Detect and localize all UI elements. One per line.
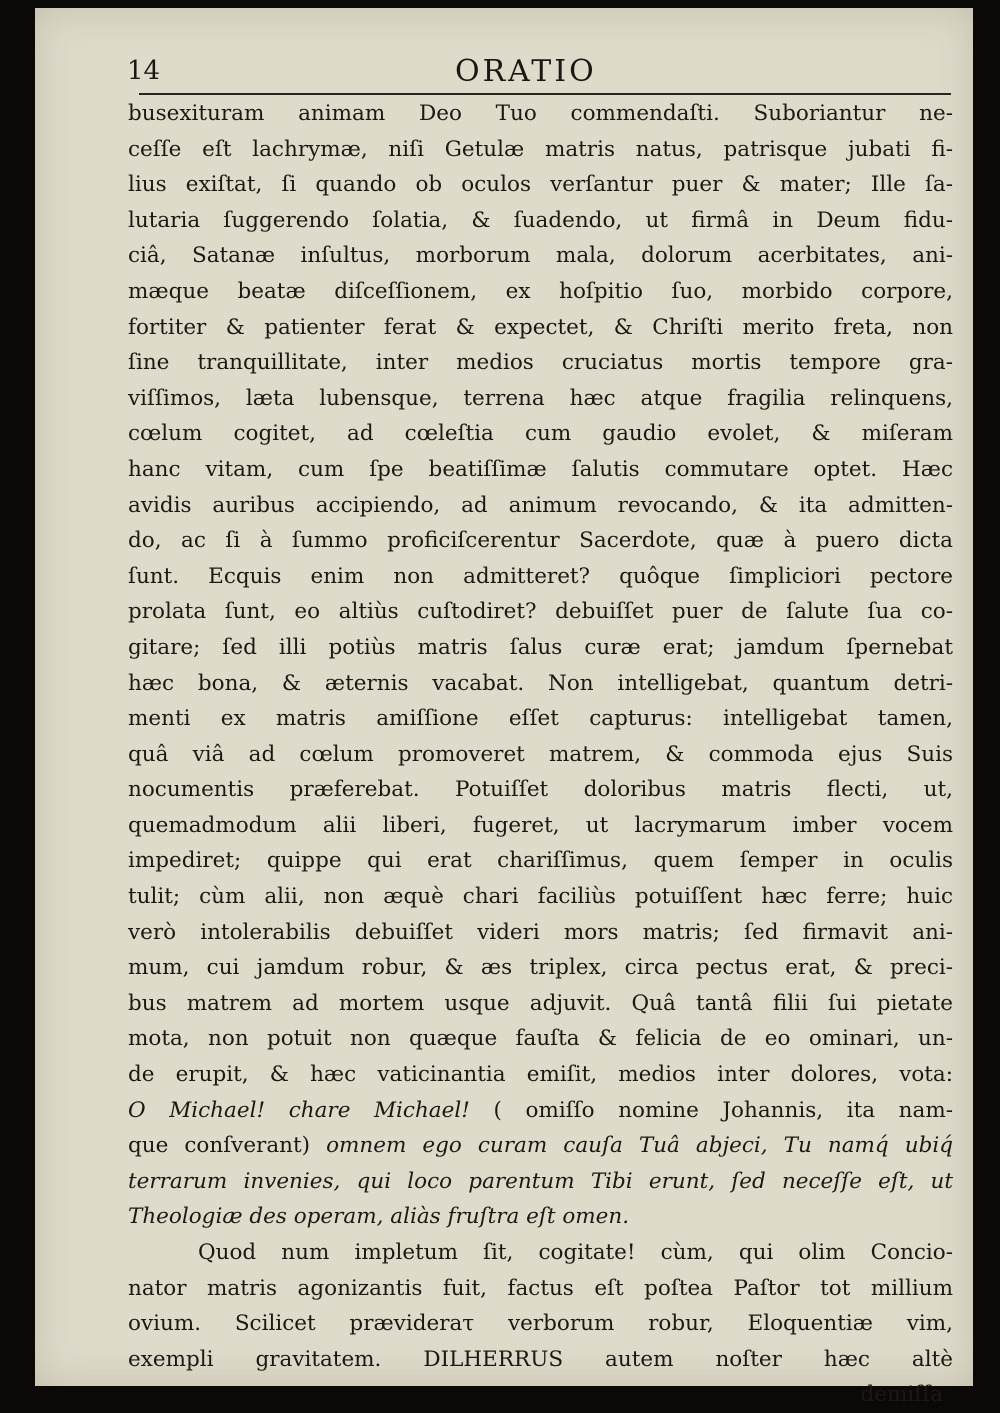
text-line: prolata ſunt, eo altiùs cuſtodiret? debuiſſet puer de ſalute ſua co-	[128, 599, 953, 625]
text-line: de erupit, & hæc vaticinantia emiſit, medios inter dolores, vota:	[128, 1062, 953, 1088]
italic-line: terrarum invenies, qui loco parentum Tibi erunt, ſed neceſſe eſt, ut	[128, 1168, 953, 1194]
text-line: lutaria ſuggerendo ſolatia, & ſuadendo, ut firmâ in Deum fidu-	[128, 207, 953, 233]
text-line-mixed	[128, 1093, 953, 1129]
text-line: mota, non potuit non quæque fauſta & felicia de eo ominari, un-	[128, 1026, 953, 1052]
text-line: hanc vitam, cum ſpe beatiſſimæ ſalutis commutare optet. Hæc	[128, 456, 953, 482]
italic-quotation: omnem ego curam cauſa Tuâ abjeci, Tu namq́ ubiq́	[326, 1133, 953, 1159]
italic-exclamation: O Michael! chare Michael!	[128, 1097, 470, 1123]
catchword: demiſſa	[860, 1382, 943, 1408]
text-line: lius exiſtat, ſi quando ob oculos verſantur puer & mater; Ille ſa-	[128, 172, 953, 198]
running-head: ORATIO	[455, 54, 597, 89]
text-line: ſunt. Ecquis enim non admitteret? quôque ſimpliciori pectore	[128, 563, 953, 589]
text-line: mæque beatæ diſceſſionem, ex hoſpitio ſuo, morbido corpore,	[128, 278, 953, 304]
text-line: fortiter & patienter ferat & expectet, & Chriſti merito freta, non	[128, 314, 953, 340]
italic-line: Theologiæ des operam, aliàs fruſtra eſt omen.	[128, 1204, 630, 1230]
scan-border	[973, 0, 1000, 1393]
text-line: busexituram animam Deo Tuo commendaſti. Suboriantur ne-	[128, 101, 953, 126]
text-line: gitare; ſed illi potiùs matris ſalus curæ erat; jamdum ſpernebat	[128, 634, 953, 660]
text-line: nocumentis præferebat. Potuiſſet doloribus matris flecti, ut,	[128, 777, 953, 803]
roman-text: que conſverant)	[128, 1133, 327, 1159]
text-line: bus matrem ad mortem usque adjuvit. Quâ tantâ filii ſui pietate	[128, 990, 953, 1016]
page-number: 14	[127, 56, 161, 86]
book-page	[35, 8, 973, 1408]
header-rule	[139, 93, 951, 95]
text-line: exempli gravitatem. DILHERRUS autem noſter hæc altè	[128, 1346, 953, 1372]
text-line: impediret; quippe qui erat chariſſimus, quem ſemper in oculis	[128, 848, 953, 874]
text-line: verò intolerabilis debuiſſet videri mors matris; ſed firmavit ani-	[128, 919, 953, 945]
roman-text: ( omiſſo nomine Johannis, ita nam-	[469, 1097, 953, 1123]
text-line-mixed	[128, 1128, 953, 1164]
text-line: avidis auribus accipiendo, ad animum revocando, & ita admitten-	[128, 492, 953, 518]
text-line: viſſimos, læta lubensque, terrena hæc atque fragilia relinquens,	[128, 385, 953, 411]
text-line: ovium. Scilicet prævideraτ verborum robur, Eloquentiæ vim,	[128, 1311, 953, 1337]
paragraph-first-line: Quod num impletum ſit, cogitate! cùm, qui olim Concio-	[198, 1240, 953, 1265]
text-line: ſine tranquillitate, inter medios cruciatus mortis tempore gra-	[128, 350, 953, 376]
text-line: cœlum cogitet, ad cœleſtia cum gaudio evolet, & miſeram	[128, 421, 953, 447]
body-text	[128, 96, 953, 1413]
text-line: nator matris agonizantis fuit, factus eſt poſtea Paſtor tot millium	[128, 1275, 953, 1301]
text-line: do, ac ſi à ſummo proficiſcerentur Sacerdote, quæ à puero dicta	[128, 528, 953, 554]
text-line: hæc bona, & æternis vacabat. Non intelligebat, quantum detri-	[128, 670, 953, 696]
text-line: quemadmodum alii liberi, fugeret, ut lacrymarum imber vocem	[128, 812, 953, 838]
text-line: mum, cui jamdum robur, & æs triplex, circa pectus erat, & preci-	[128, 955, 953, 981]
text-line: ceſſe eſt lachrymæ, niſi Getulæ matris natus, patrisque jubati fi-	[128, 136, 953, 162]
text-line: quâ viâ ad cœlum promoveret matrem, & commoda ejus Suis	[128, 741, 953, 767]
text-line: menti ex matris amiſſione eſſet capturus: intelligebat tamen,	[128, 706, 953, 732]
text-line: ciâ, Satanæ inſultus, morborum mala, dolorum acerbitates, ani-	[128, 243, 953, 269]
text-line: tulit; cùm alii, non æquè chari faciliùs potuiſſent hæc ferre; huic	[128, 884, 953, 910]
